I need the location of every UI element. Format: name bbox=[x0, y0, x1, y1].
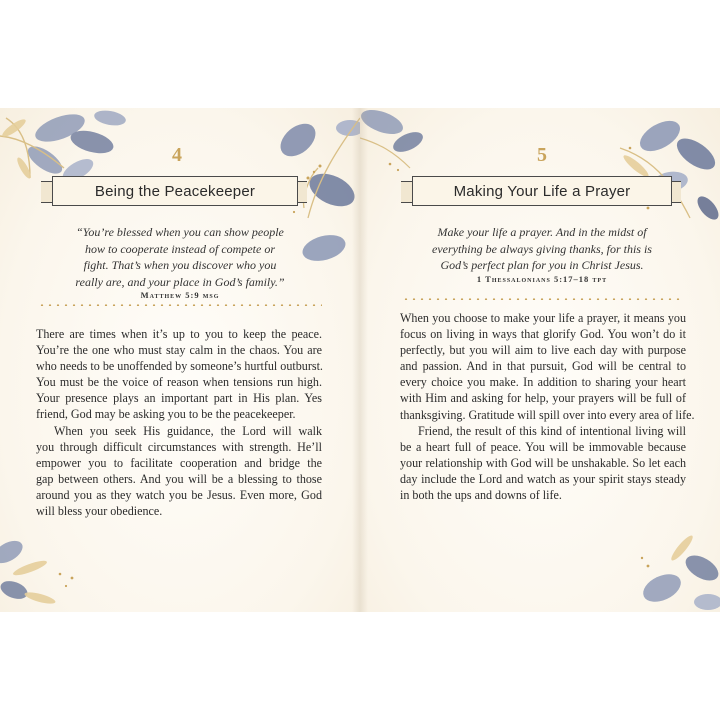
dotted-divider bbox=[38, 304, 322, 306]
body-line: You’re the one who must stay calm in the chaos. You are bbox=[36, 343, 322, 358]
body-line: thanksgiving. Gratitude will spill over into every area of life. bbox=[400, 407, 695, 422]
body-line: and passion. And in that pursuit, God will be central to bbox=[400, 359, 686, 374]
scripture-quote bbox=[50, 224, 310, 290]
body-line: who needs to be unoffended by someone’s hurtful outburst. bbox=[36, 359, 323, 374]
quote-line: “You’re blessed when you can show people bbox=[76, 225, 284, 239]
quote-line: Make your life a prayer. And in the midst of bbox=[437, 225, 647, 239]
body-line: you through difficult circumstances with strength. He’ll bbox=[36, 439, 322, 454]
body-line: around you as they watch you be Jesus. Even more, God bbox=[36, 487, 322, 502]
body-line: perfectly, but you will aim to live each day with purpose bbox=[400, 343, 686, 358]
devotional-body bbox=[36, 326, 322, 519]
body-line: empower you to facilitate cooperation and bridge the bbox=[36, 455, 322, 470]
book-gutter bbox=[352, 108, 368, 612]
body-line: day include the Lord and watch as your spirit stays steady bbox=[400, 471, 686, 486]
body-line: with Him and asking for help, your prayers will be full of bbox=[400, 391, 686, 406]
page-title: Making Your Life a Prayer bbox=[453, 182, 631, 200]
watercolor-leaves-top-right bbox=[610, 108, 720, 238]
watercolor-leaves-bottom-right bbox=[622, 518, 720, 612]
left-page bbox=[0, 108, 360, 612]
right-page bbox=[360, 108, 720, 612]
quote-line: everything be always giving thanks, for this is bbox=[432, 241, 652, 256]
body-line: You must be the voice of reason when tensions run high. bbox=[36, 375, 322, 390]
quote-line: really are, and your place in God’s family.” bbox=[75, 274, 285, 289]
watercolor-leaves-bottom-left bbox=[0, 528, 90, 612]
body-line: When you seek His guidance, the Lord will walk bbox=[54, 423, 322, 438]
body-line: Your presence plays an important part in His plan. Yes bbox=[36, 391, 322, 406]
body-line: your relationship with God will be unshakable. So let each bbox=[400, 455, 686, 470]
body-line: There are times when it’s up to you to keep the peace. bbox=[36, 327, 322, 341]
book-spread bbox=[0, 108, 720, 612]
page-title: Being the Peacekeeper bbox=[94, 182, 256, 200]
dotted-divider bbox=[402, 298, 682, 300]
title-banner bbox=[52, 176, 298, 206]
body-line: every choice you make. In addition to sharing your heart bbox=[400, 375, 686, 390]
scripture-reference: Matthew 5:9 msg bbox=[140, 290, 220, 300]
body-line: be a heart full of peace. You will be immovable because bbox=[400, 439, 686, 454]
body-line: Friend, the result of this kind of intentional living will bbox=[418, 423, 686, 438]
body-line: gap between others. And you will be a blessing to those bbox=[36, 471, 322, 486]
body-line: friend, God may be asking you to be the peacekeeper. bbox=[36, 407, 296, 422]
page-number: 4 bbox=[172, 144, 182, 166]
page-number: 5 bbox=[537, 144, 547, 166]
body-line: focus on living in ways that glorify God. You won’t do it bbox=[400, 327, 686, 342]
body-line: will bless your obedience. bbox=[36, 504, 163, 519]
devotional-body bbox=[400, 310, 695, 503]
quote-line: fight. That’s when you discover who you bbox=[83, 258, 277, 272]
scripture-quote bbox=[410, 224, 674, 274]
scripture-reference: 1 Thessalonians 5:17–18 tpt bbox=[476, 274, 608, 284]
quote-line: God’s perfect plan for you in Christ Jesus. bbox=[440, 258, 644, 272]
body-line: in both the ups and downs of life. bbox=[400, 488, 562, 503]
title-banner bbox=[412, 176, 672, 206]
body-line: When you choose to make your life a prayer, it means you bbox=[400, 311, 686, 325]
quote-line: how to cooperate instead of compete or bbox=[85, 241, 275, 256]
